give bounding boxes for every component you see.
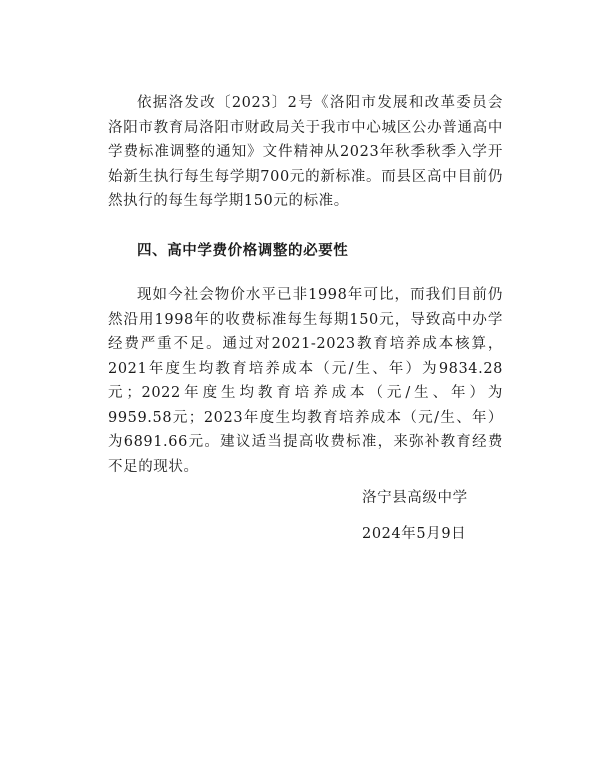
section-heading: 四、高中学费价格调整的必要性 [137,243,349,259]
paragraph-fee-standard: 依据洛发改〔2023〕2号《洛阳市发展和改革委员会洛阳市教育局洛阳市财政局关于我市中心城区公办普通高中学费标准调整的通知》文件精神从2023年秋季秋季入学开始新生执行每生每学期700元的新标准。而县区高中目前仍然执行的每生每学期150元的标准。 [108,95,503,209]
signature-organization: 洛宁县高级中学 [362,490,468,506]
paragraph-necessity: 现如今社会物价水平已非1998年可比，而我们目前仍然沿用1998年的收费标准每生每期150元，导致高中办学经费严重不足。通过对2021-2023教育培养成本核算，2021年度生均教育培养成本（元/生、年）为9834.28元；2022年度生均教育培养成本（元/生、年）为9959.58元；2023年度生均教育培养成本（元/生、年）为6891.66元。建议适当提高收费标准，来弥补教育经费不足的现状。 [108,287,503,475]
signature-date: 2024年5月9日 [362,526,467,542]
